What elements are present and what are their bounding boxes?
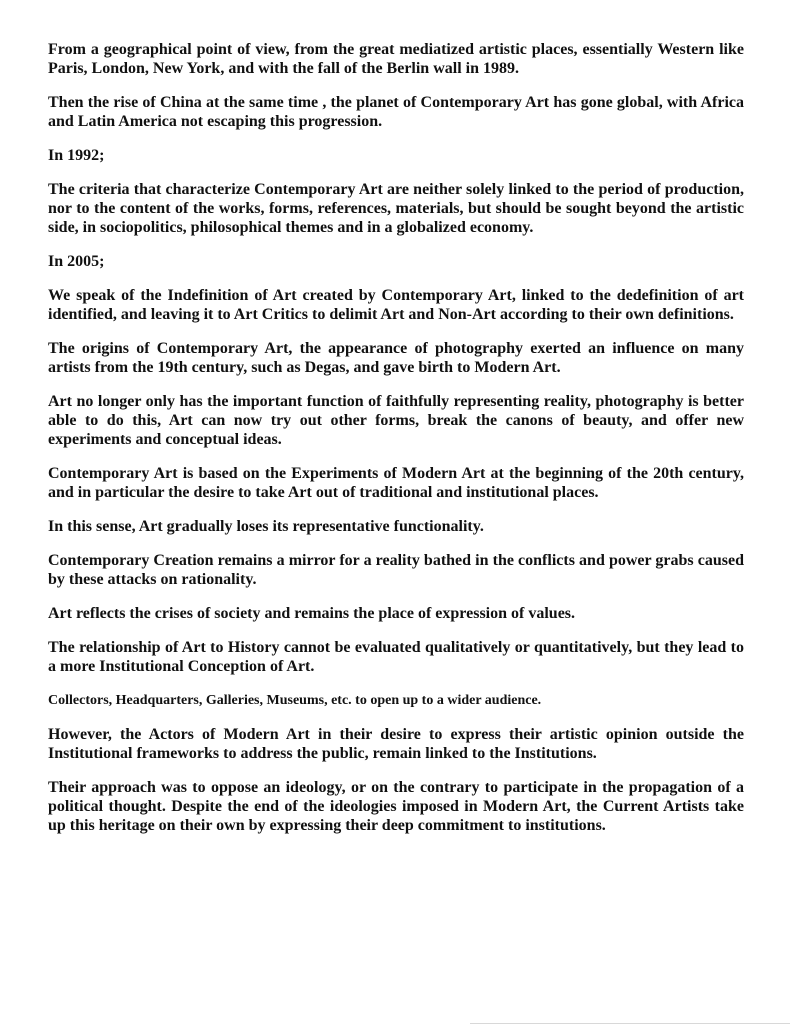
paragraph-photography: Art no longer only has the important function of faithfully representing reality, photography is better able to do this, Art can now try out other forms, break the canons of beauty, and offer new experiments and conceptual ideas.	[48, 393, 744, 448]
paragraph-modern-art: Contemporary Art is based on the Experiments of Modern Art at the beginning of the 20th century, and in particular the desire to take Art out of traditional and institutional places.	[48, 465, 744, 501]
paragraph-china-rise: Then the rise of China at the same time , the planet of Contemporary Art has gone global, with Africa and Latin America not escaping this progression.	[48, 94, 744, 130]
paragraph-actors: However, the Actors of Modern Art in their desire to express their artistic opinion outside the Institutional frameworks to address the public, remain linked to the Institutions.	[48, 726, 744, 762]
paragraph-representative: In this sense, Art gradually loses its representative functionality.	[48, 518, 484, 535]
paragraph-year-2005: In 2005;	[48, 253, 105, 270]
paragraph-criteria: The criteria that characterize Contemporary Art are neither solely linked to the period of production, nor to the content of the works, forms, references, materials, but should be sought beyond the artistic side, in sociopolitics, philosophical themes and in a globalized economy.	[48, 181, 744, 236]
paragraph-crises: Art reflects the crises of society and remains the place of expression of values.	[48, 605, 576, 622]
paragraph-indefinition: We speak of the Indefinition of Art created by Contemporary Art, linked to the dedefinition of art identified, and leaving it to Art Critics to delimit Art and Non-Art according to their own definitions.	[48, 287, 744, 323]
paragraph-collectors: Collectors, Headquarters, Galleries, Museums, etc. to open up to a wider audience.	[48, 693, 542, 708]
paragraph-year-1992: In 1992;	[48, 147, 105, 164]
paragraph-approach: Their approach was to oppose an ideology, or on the contrary to participate in the propagation of a political thought. Despite the end of the ideologies imposed in Modern Art, the Current Artists take up this heritage on their own by expressing their deep commitment to institutions.	[48, 779, 744, 834]
paragraph-mirror: Contemporary Creation remains a mirror for a reality bathed in the conflicts and power grabs caused by these attacks on rationality.	[48, 552, 744, 588]
paragraph-geography: From a geographical point of view, from the great mediatized artistic places, essentially Western like Paris, London, New York, and with the fall of the Berlin wall in 1989.	[48, 41, 744, 77]
document-body	[48, 40, 744, 850]
paragraph-origins: The origins of Contemporary Art, the appearance of photography exerted an influence on many artists from the 19th century, such as Degas, and gave birth to Modern Art.	[48, 340, 744, 376]
paragraph-history: The relationship of Art to History cannot be evaluated qualitatively or quantitatively, but they lead to a more Institutional Conception of Art.	[48, 639, 744, 675]
